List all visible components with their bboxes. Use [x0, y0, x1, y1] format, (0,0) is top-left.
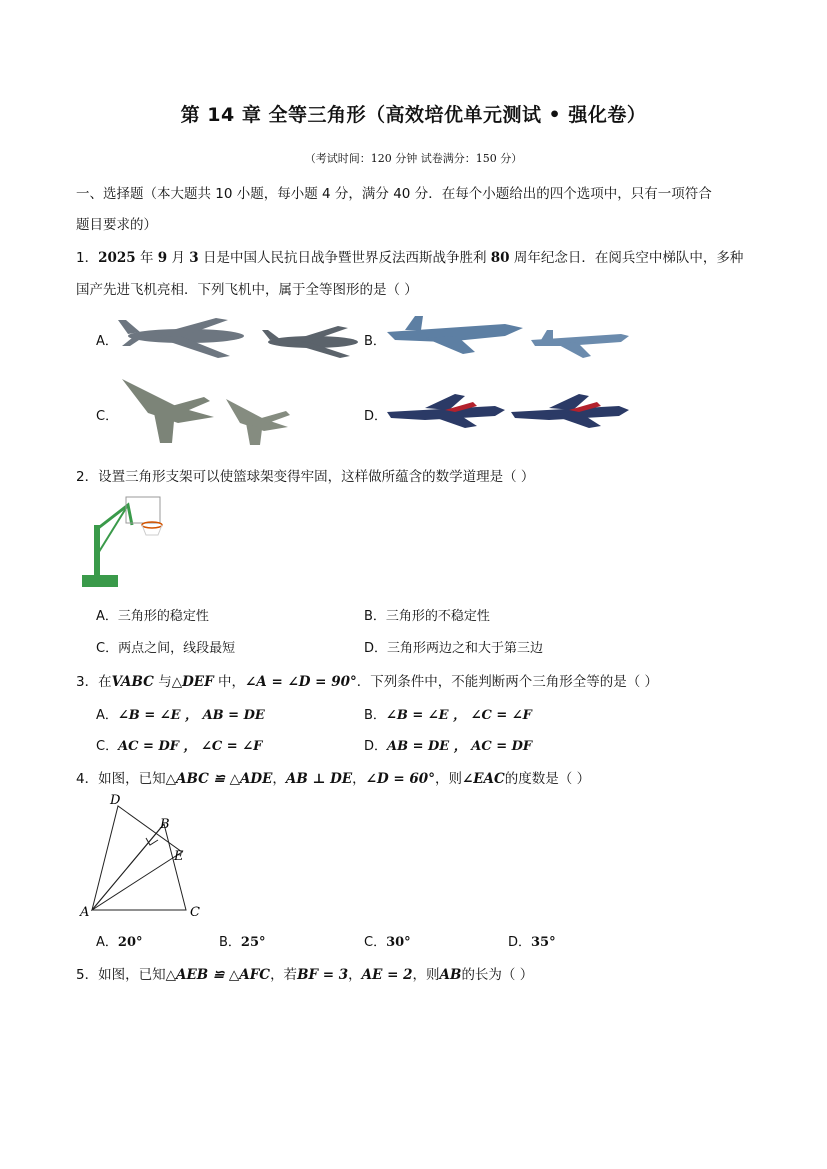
triangle-diagram [76, 792, 216, 922]
question-4-stem: 4．如图，已知△ABC ≌ △ADE，AB ⊥ DE，∠D = 60°，则∠EAC的度数是（ ） [76, 771, 591, 787]
q1-option-c-label[interactable]: C． [96, 409, 119, 424]
question-5-stem: 5．如图，已知△AEB ≌ △AFC，若BF = 3，AE = 2，则AB的长为（ ） [76, 967, 534, 983]
q4-option-b[interactable]: B．25° [219, 935, 266, 950]
q3-option-c[interactable]: C．AC = DF ， ∠C = ∠F [96, 739, 263, 754]
stealth-fighter-icon [118, 377, 318, 447]
q4-option-d[interactable]: D．35° [508, 935, 556, 950]
q3-option-d[interactable]: D．AB = DE ， AC = DF [364, 739, 533, 754]
q1-option-a-label[interactable]: A． [96, 334, 118, 349]
question-3-stem: 3．在VABC 与△DEF 中，∠A = ∠D = 90°．下列条件中，不能判断两个三角形全等的是（ ） [76, 674, 659, 690]
q2-option-b[interactable]: B．三角形的不稳定性 [364, 609, 490, 624]
aerobatic-jet-icon [385, 388, 630, 436]
question-2-stem: 2．设置三角形支架可以使篮球架变得牢固，这样做所蕴含的数学道理是（ ） [76, 469, 535, 485]
q4-option-c[interactable]: C．30° [364, 935, 411, 950]
question-1-stem: 1．2025 年 9 月 3 日是中国人民抗日战争暨世界反法西斯战争胜利 80 周年纪念日．在阅兵空中梯队中，多种 [76, 250, 744, 266]
q2-option-c[interactable]: C．两点之间，线段最短 [96, 641, 236, 656]
basketball-hoop-icon [80, 495, 175, 590]
transport-plane-icon [118, 312, 363, 364]
q4-option-a[interactable]: A．20° [96, 935, 143, 950]
q1-option-b-label[interactable]: B． [364, 334, 386, 349]
question-1-stem-line2: 国产先进飞机亮相．下列飞机中，属于全等图形的是（ ） [76, 282, 418, 298]
fighter-jet-icon [385, 312, 630, 360]
q2-option-d[interactable]: D．三角形两边之和大于第三边 [364, 641, 544, 656]
label-d: D [110, 793, 121, 808]
label-b: B [160, 817, 170, 832]
section-header-line1: 一、选择题（本大题共 10 小题，每小题 4 分，满分 40 分．在每个小题给出的四个选项中，只有一项符合 [76, 186, 712, 202]
q2-option-a[interactable]: A．三角形的稳定性 [96, 609, 209, 624]
label-c: C [190, 905, 200, 920]
section-header-line2: 题目要求的） [76, 217, 157, 233]
exam-info: （考试时间：120 分钟 试卷满分：150 分） [304, 152, 523, 165]
q1-option-d-label[interactable]: D． [364, 409, 388, 424]
q3-option-a[interactable]: A．∠B = ∠E ， AB = DE [96, 708, 265, 723]
label-a: A [80, 905, 90, 920]
label-e: E [174, 849, 184, 864]
q3-option-b[interactable]: B．∠B = ∠E ， ∠C = ∠F [364, 708, 532, 723]
page-title: 第 14 章 全等三角形（高效培优单元测试 • 强化卷） [180, 104, 647, 126]
